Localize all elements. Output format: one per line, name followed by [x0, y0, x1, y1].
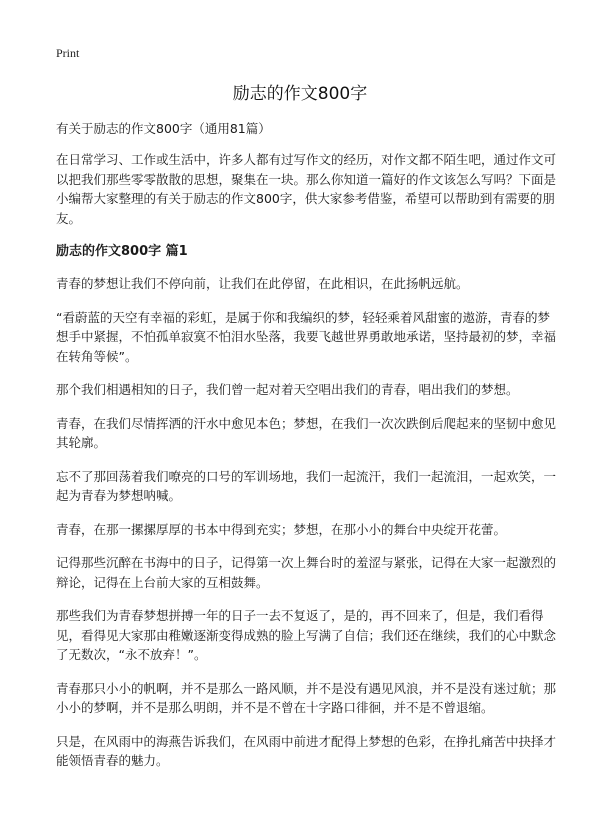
article-subtitle: 有关于励志的作文800字（通用81篇）	[56, 121, 271, 136]
paragraph: 青春，在我们尽情挥洒的汗水中愈见本色；梦想，在我们一次次跌倒后爬起来的坚韧中愈见其轮廓。	[56, 415, 557, 450]
page-title: 励志的作文800字	[232, 84, 368, 104]
intro-paragraph: 在日常学习、工作或生活中，许多人都有过写作文的经历，对作文都不陌生吧，通过作文可以把我们那些零零散散的思想，聚集在一块。那么你知道一篇好的作文该怎么写吗？下面是小编帮大家整理的有关于励志的作文800字，供大家参考借鉴，希望可以帮助到有需要的朋友。	[56, 152, 557, 226]
section-heading: 励志的作文800字 篇1	[56, 244, 188, 259]
paragraph: 那个我们相遇相知的日子，我们曾一起对着天空唱出我们的青春，唱出我们的梦想。	[56, 382, 519, 397]
paragraph: 记得那些沉醉在书海中的日子，记得第一次上舞台时的羞涩与紧张，记得在大家一起激烈的辩论，记得在上台前大家的互相鼓舞。	[56, 555, 557, 590]
paragraph: 青春那只小小的帆啊，并不是那么一路风顺，并不是没有遇见风浪，并不是没有迷过航；那小小的梦啊，并不是那么明朗，并不是不曾在十字路口徘徊，并不是不曾退缩。	[56, 680, 557, 715]
paragraph: 那些我们为青春梦想拼搏一年的日子一去不复返了，是的，再不回来了，但是，我们看得见，看得见大家那由稚嫩逐渐变得成熟的脸上写满了自信；我们还在继续，我们的心中默念了无数次，“永不放弃！”。	[56, 608, 557, 662]
print-link[interactable]: Print	[56, 46, 80, 60]
article-body	[56, 119, 556, 785]
paragraph: 青春的梦想让我们不停向前，让我们在此停留，在此相识，在此扬帆远航。	[56, 276, 469, 291]
paragraph: 青春，在那一摞摞厚厚的书本中得到充实；梦想，在那小小的舞台中央绽开花蕾。	[56, 521, 507, 537]
paragraph: “看蔚蓝的天空有幸福的彩虹，是属于你和我编织的梦，轻轻乘着风甜蜜的遨游，青春的梦想手中紧握，不怕孤单寂寞不怕泪水坠落，我要飞越世界勇敢地承诺，坚持最初的梦，幸福在转角等候”。	[56, 309, 557, 364]
paragraph: 忘不了那回荡着我们嘹亮的口号的军训场地，我们一起流汗，我们一起流泪，一起欢笑，一起为青春为梦想呐喊。	[56, 468, 557, 503]
paragraph: 只是，在风雨中的海燕告诉我们，在风雨中前进才配得上梦想的色彩，在挣扎痛苦中抉择才能领悟青春的魅力。	[56, 733, 557, 768]
